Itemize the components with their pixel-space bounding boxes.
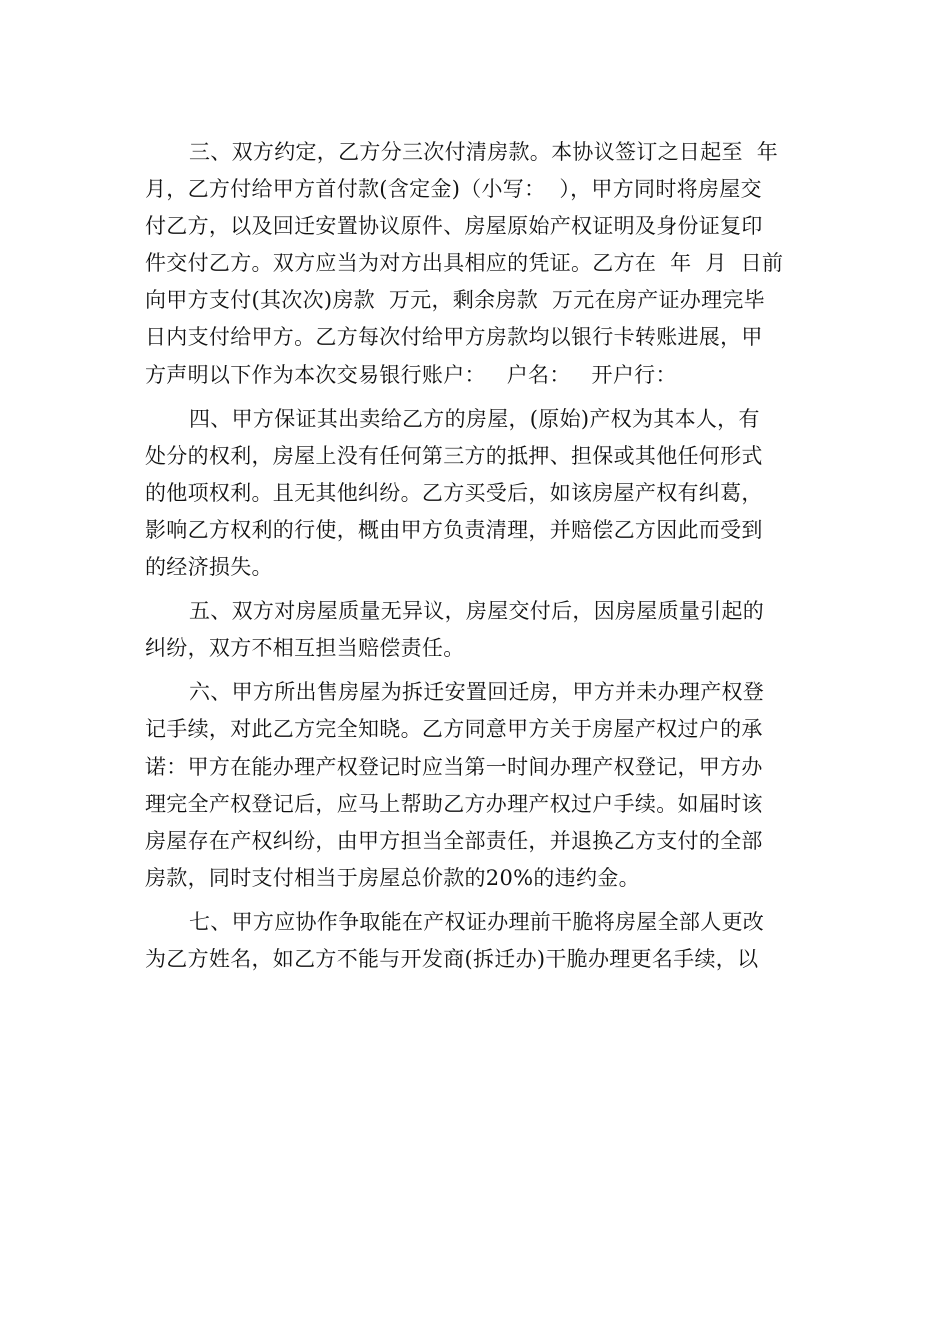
text-line: 三、双方约定，乙方分三次付清房款。本协议签订之日起至 年: [189, 140, 779, 164]
text-line: 房款，同时支付相当于房屋总价款的20%的违约金。: [145, 865, 640, 890]
text-line: 件交付乙方。双方应当为对方出具相应的凭证。乙方在 年 月 日前: [145, 251, 784, 276]
text-line: 的经济损失。: [145, 555, 273, 580]
clause-5-paragraph: [145, 593, 807, 667]
document-body: [145, 134, 807, 978]
text-line: 向甲方支付(其次次)房款 万元，剩余房款 万元在房产证办理完毕: [145, 288, 765, 313]
text-line: 七、甲方应协作争取能在产权证办理前干脆将房屋全部人更改: [189, 909, 765, 934]
text-line: 房屋存在产权纠纷，由甲方担当全部责任，并退换乙方支付的全部: [145, 828, 763, 853]
text-line: 方声明以下作为本次交易银行账户： 户名： 开户行：: [145, 362, 677, 387]
text-line: 的他项权利。且无其他纠纷。乙方买受后，如该房屋产权有纠葛，: [145, 480, 763, 505]
clause-6-paragraph: [145, 674, 807, 897]
text-line: 月，乙方付给甲方首付款(含定金)（小写： ），甲方同时将房屋交: [145, 177, 762, 202]
text-line: 五、双方对房屋质量无异议，房屋交付后，因房屋质量引起的: [189, 599, 765, 624]
text-line: 纠纷，双方不相互担当赔偿责任。: [145, 636, 465, 661]
text-line: 影响乙方权利的行使，概由甲方负责清理，并赔偿乙方因此而受到: [145, 517, 763, 542]
text-line: 理完全产权登记后，应马上帮助乙方办理产权过户手续。如届时该: [145, 791, 763, 816]
text-line: 六、甲方所出售房屋为拆迁安置回迁房，甲方并未办理产权登: [189, 680, 765, 705]
clause-4-paragraph: [145, 401, 807, 586]
text-line: 日内支付给甲方。乙方每次付给甲方房款均以银行卡转账进展，甲: [145, 325, 763, 350]
clause-3-paragraph: [145, 134, 807, 394]
clause-7-paragraph: [145, 904, 807, 978]
text-line: 为乙方姓名，如乙方不能与开发商(拆迁办)干脆办理更名手续，以: [145, 946, 759, 971]
text-line: 诺：甲方在能办理产权登记时应当第一时间办理产权登记，甲方办: [145, 754, 763, 779]
text-line: 付乙方，以及回迁安置协议原件、房屋原始产权证明及身份证复印: [145, 214, 763, 239]
text-line: 四、甲方保证其出卖给乙方的房屋，(原始)产权为其本人，有: [189, 406, 760, 431]
text-line: 记手续，对此乙方完全知晓。乙方同意甲方关于房屋产权过户的承: [145, 717, 763, 742]
text-line: 处分的权利，房屋上没有任何第三方的抵押、担保或其他任何形式: [145, 443, 763, 468]
